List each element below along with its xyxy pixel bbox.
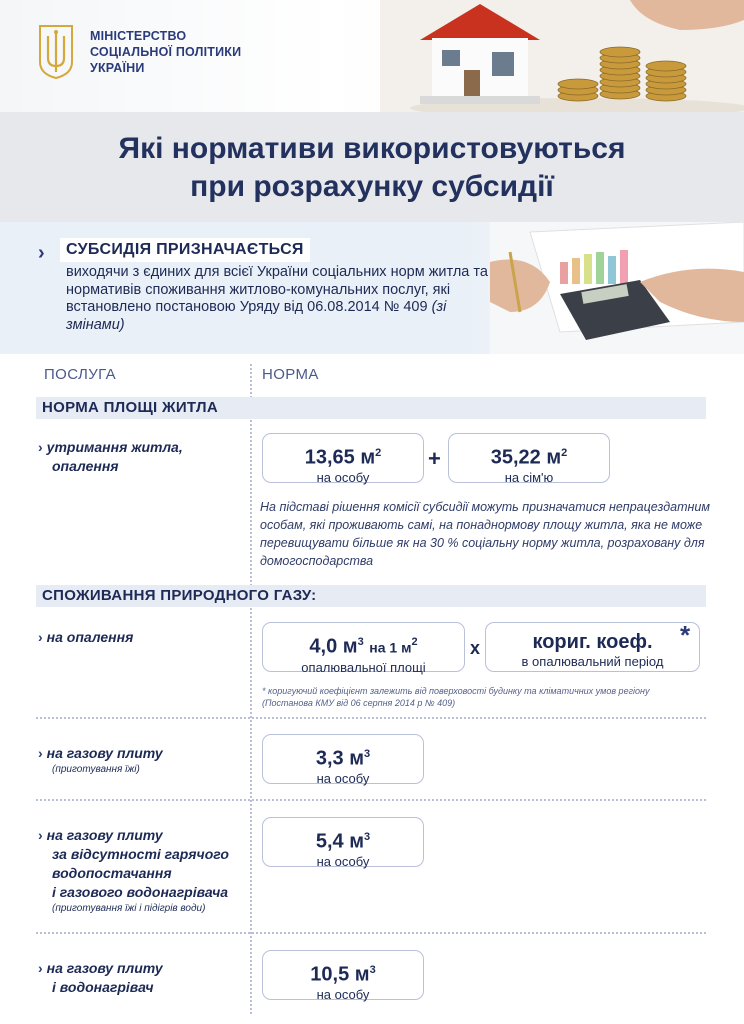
ministry-line-1: МІНІСТЕРСТВО <box>90 29 187 43</box>
subsidy-text-body: виходячи з єдиних для всієї України соціальних норм житла та нормативів споживання житлово-комунальних послуг, які встановлено постановою Уряду від 06.08.2014 № 409 <box>66 264 488 315</box>
stove-norm-box <box>262 734 424 784</box>
times-sign: х <box>470 638 481 658</box>
label-stove-no-hot-water-line-2: за відсутності гарячого <box>52 846 229 862</box>
label-housing-line-2: опалення <box>52 458 119 474</box>
divider <box>36 932 706 934</box>
stove-norm-value: 3,3 $м^3$ <box>315 747 371 770</box>
chevron-right-icon: › <box>38 629 43 645</box>
subsidy-band <box>0 222 744 354</box>
chevron-right-icon: › <box>38 745 43 761</box>
ministry-name <box>90 28 241 76</box>
label-stove-no-hot-water-line-3: водопостачання <box>52 865 172 881</box>
subsidy-text <box>66 264 506 334</box>
house-coins-photo <box>380 0 744 112</box>
trident-emblem-icon <box>36 22 76 80</box>
coefficient-value: кориг. коеф. <box>532 631 653 653</box>
coefficient-footnote: * коригуючий коефіцієнт залежить від поверховості будинку та кліматичних умов регіону (Постанова КМУ від 06 серпня 2014 р № 409) <box>262 686 650 708</box>
housing-per-person-value: 13,65 $м^2$ <box>304 446 382 469</box>
calculator-photo <box>490 222 744 354</box>
housing-per-person-unit: на особу <box>316 469 370 485</box>
subsidy-heading: СУБСИДІЯ ПРИЗНАЧАЄТЬСЯ <box>60 238 310 262</box>
stove-no-hot-water-unit: на особу <box>316 853 370 869</box>
asterisk-icon: * <box>680 620 691 650</box>
label-heating-text: на опалення <box>46 629 134 645</box>
heating-norm-unit: опалювальної площі <box>301 659 426 675</box>
label-stove-no-hot-water-line-1: на газову плиту <box>46 827 163 843</box>
chevron-right-icon: › <box>38 827 43 843</box>
section-housing: НОРМА ПЛОЩІ ЖИТЛА <box>36 397 706 419</box>
label-stove-sub: (приготування їжі) <box>52 764 140 775</box>
coefficient-box <box>485 622 700 672</box>
housing-per-person-box <box>262 433 424 483</box>
housing-per-family-value: 35,22 $м^2$ <box>490 446 568 469</box>
label-housing-line-1: утримання житла, <box>46 439 183 455</box>
column-header-service: ПОСЛУГА <box>44 366 117 383</box>
divider <box>36 799 706 801</box>
label-stove <box>38 744 163 777</box>
column-divider <box>250 364 252 1014</box>
column-header-norm: НОРМА <box>262 366 319 383</box>
coefficient-unit: в опалювальний період <box>521 654 664 669</box>
plus-sign: + <box>428 446 441 471</box>
stove-no-hot-water-norm-box <box>262 817 424 867</box>
label-stove-heater-line-1: на газову плиту <box>46 960 163 976</box>
stove-no-hot-water-value: 5,4 $м^3$ <box>315 830 371 853</box>
ministry-line-3: УКРАЇНИ <box>90 61 145 75</box>
subsidy-text-note: (зі змінами) <box>66 299 447 333</box>
label-stove-heater <box>38 959 163 997</box>
housing-per-family-box <box>448 433 610 483</box>
page-title-line-2: при розрахунку субсидії <box>190 170 554 203</box>
heating-norm-box <box>262 622 465 675</box>
label-housing <box>38 438 183 476</box>
chevron-right-icon: › <box>38 242 45 264</box>
label-stove-no-hot-water <box>38 826 229 916</box>
label-stove-heater-line-2: і водонагрівач <box>52 979 154 995</box>
label-stove-no-hot-water-line-4: і газового водонагрівача <box>52 884 229 900</box>
stove-heater-norm-box <box>262 950 424 1000</box>
label-stove-text: на газову плиту <box>46 745 163 761</box>
label-heating <box>38 628 133 647</box>
stove-norm-unit: на особу <box>316 770 370 786</box>
chevron-right-icon: › <box>38 439 43 455</box>
housing-note: На підставі рішення комісії субсидії можуть призначатися непрацездатним особам, які проживають самі, на понаднормову площу житла, яка не може перевищувати більше як на 30 % соціальну норму житла, розраховану для домогосподарства <box>260 500 710 568</box>
stove-heater-value: 10,5 $м^3$ <box>310 963 376 986</box>
housing-per-family-unit: на сім'ю <box>504 469 554 485</box>
stove-heater-unit: на особу <box>316 986 370 1002</box>
heating-norm-value: 4,0 $м^3$ на 1 $м^2$ <box>309 635 418 658</box>
ministry-line-2: СОЦІАЛЬНОЇ ПОЛІТИКИ <box>90 45 242 59</box>
section-gas: СПОЖИВАННЯ ПРИРОДНОГО ГАЗУ: <box>36 585 706 607</box>
page-title-line-1: Які нормативи використовуються <box>118 132 626 165</box>
header <box>0 0 744 112</box>
chevron-right-icon: › <box>38 960 43 976</box>
divider <box>36 717 706 719</box>
label-stove-no-hot-water-sub: (приготування їжі і підігрів води) <box>52 903 206 914</box>
page-title <box>0 130 744 206</box>
title-band <box>0 112 744 222</box>
